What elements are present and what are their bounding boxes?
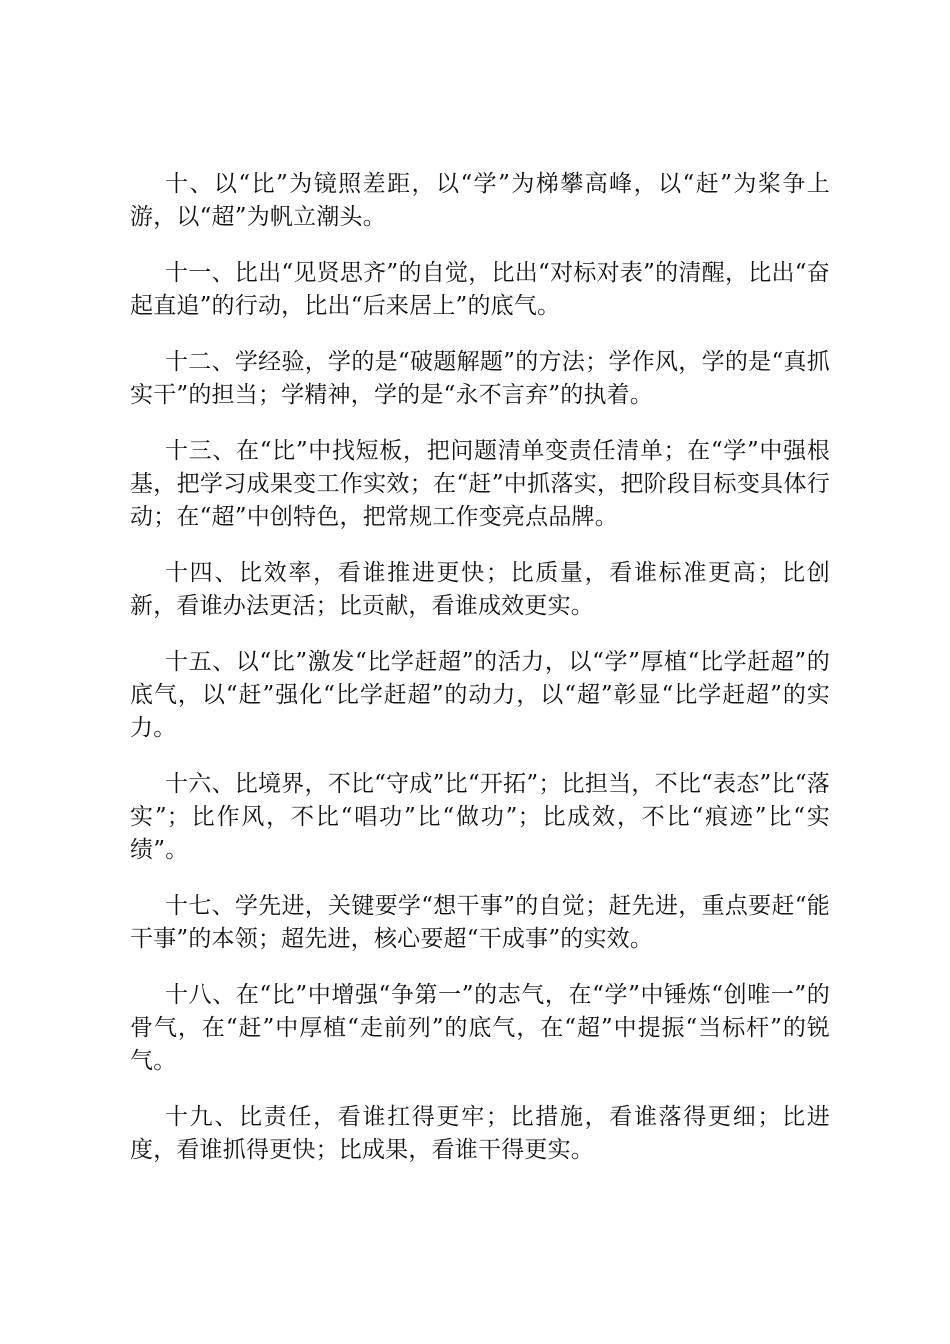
- paragraph-13: 十三、在“比”中找短板，把问题清单变责任清单；在“学”中强根基，把学习成果变工作实效；在“赶”中抓落实，把阶段目标变具体行动；在“超”中创特色，把常规工作变亮点品牌。: [130, 438, 830, 530]
- paragraph-15: 十五、以“比”激发“比学赶超”的活力，以“学”厚植“比学赶超”的底气，以“赶”强化“比学赶超”的动力，以“超”彰显“比学赶超”的实力。: [130, 649, 830, 741]
- paragraph-11: 十一、比出“见贤思齐”的自觉，比出“对标对表”的清醒，比出“奋起直追”的行动，比出“后来居上”的底气。: [130, 260, 830, 319]
- paragraph-19: 十九、比责任，看谁扛得更牢；比措施，看谁落得更细；比进度，看谁抓得更快；比成果，看谁干得更实。: [130, 1104, 830, 1163]
- paragraph-10: 十、以“比”为镜照差距，以“学”为梯攀高峰，以“赶”为桨争上游，以“超”为帆立潮头。: [130, 171, 830, 230]
- paragraph-14: 十四、比效率，看谁推进更快；比质量，看谁标准更高；比创新，看谁办法更活；比贡献，看谁成效更实。: [130, 560, 830, 619]
- document-body: [130, 168, 830, 1190]
- paragraph-18: 十八、在“比”中增强“争第一”的志气，在“学”中锤炼“创唯一”的骨气，在“赶”中厚植“走前列”的底气，在“超”中提振“当标杆”的锐气。: [130, 982, 830, 1074]
- paragraph-16: 十六、比境界，不比“守成”比“开拓”；比担当，不比“表态”比“落实”；比作风，不比“唱功”比“做功”；比成效，不比“痕迹”比“实绩”。: [130, 771, 830, 863]
- paragraph-17: 十七、学先进，关键要学“想干事”的自觉；赶先进，重点要赶“能干事”的本领；超先进，核心要超“干成事”的实效。: [130, 893, 830, 952]
- paragraph-12: 十二、学经验，学的是“破题解题”的方法；学作风，学的是“真抓实干”的担当；学精神，学的是“永不言弃”的执着。: [130, 349, 830, 408]
